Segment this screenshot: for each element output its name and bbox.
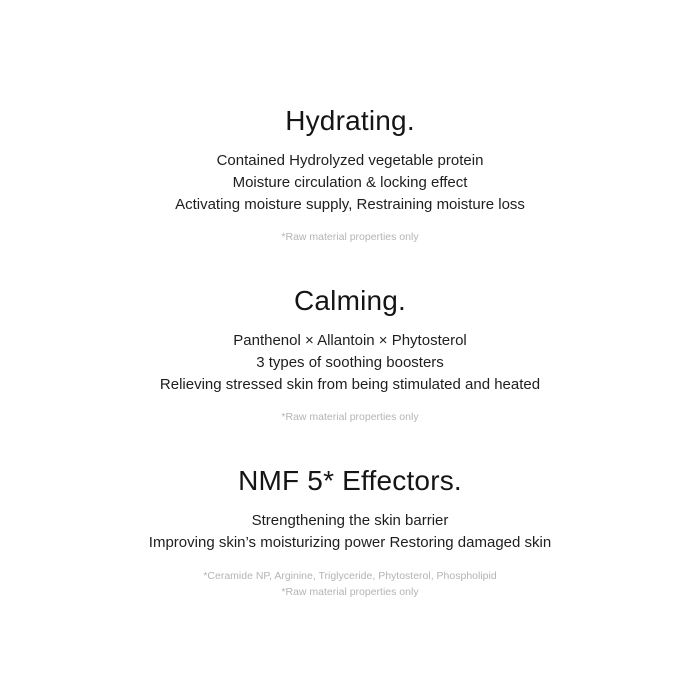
- section-title: Hydrating.: [285, 105, 415, 136]
- footnotes: [0, 568, 700, 600]
- description-line: Contained Hydrolyzed vegetable protein: [216, 152, 484, 169]
- description-line: Strengthening the skin barrier: [251, 512, 449, 529]
- description-line: 3 types of soothing boosters: [256, 354, 444, 371]
- description-line: Relieving stressed skin from being stimulated and heated: [159, 376, 541, 393]
- section-calming: [0, 284, 700, 425]
- section-hydrating: [0, 104, 700, 245]
- section-description: [0, 150, 700, 216]
- footnote: *Raw material properties only: [281, 231, 419, 243]
- section-title: Calming.: [293, 285, 407, 316]
- footnote: *Raw material properties only: [281, 586, 419, 598]
- section-title: NMF 5* Effectors.: [238, 465, 462, 496]
- footnote: *Ceramide NP, Arginine, Triglyceride, Phytosterol, Phospholipid: [203, 570, 497, 582]
- footnote: *Raw material properties only: [281, 411, 419, 423]
- footnotes: [0, 229, 700, 245]
- description-line: Improving skin’s moisturizing power Restoring damaged skin: [148, 534, 552, 551]
- description-line: Panthenol × Allantoin × Phytosterol: [233, 332, 467, 349]
- description-line: Activating moisture supply, Restraining moisture loss: [175, 196, 525, 213]
- description-line: Moisture circulation & locking effect: [232, 174, 468, 191]
- section-description: [0, 330, 700, 396]
- section-description: [0, 510, 700, 554]
- section-nmf-effectors: [0, 464, 700, 600]
- footnotes: [0, 409, 700, 425]
